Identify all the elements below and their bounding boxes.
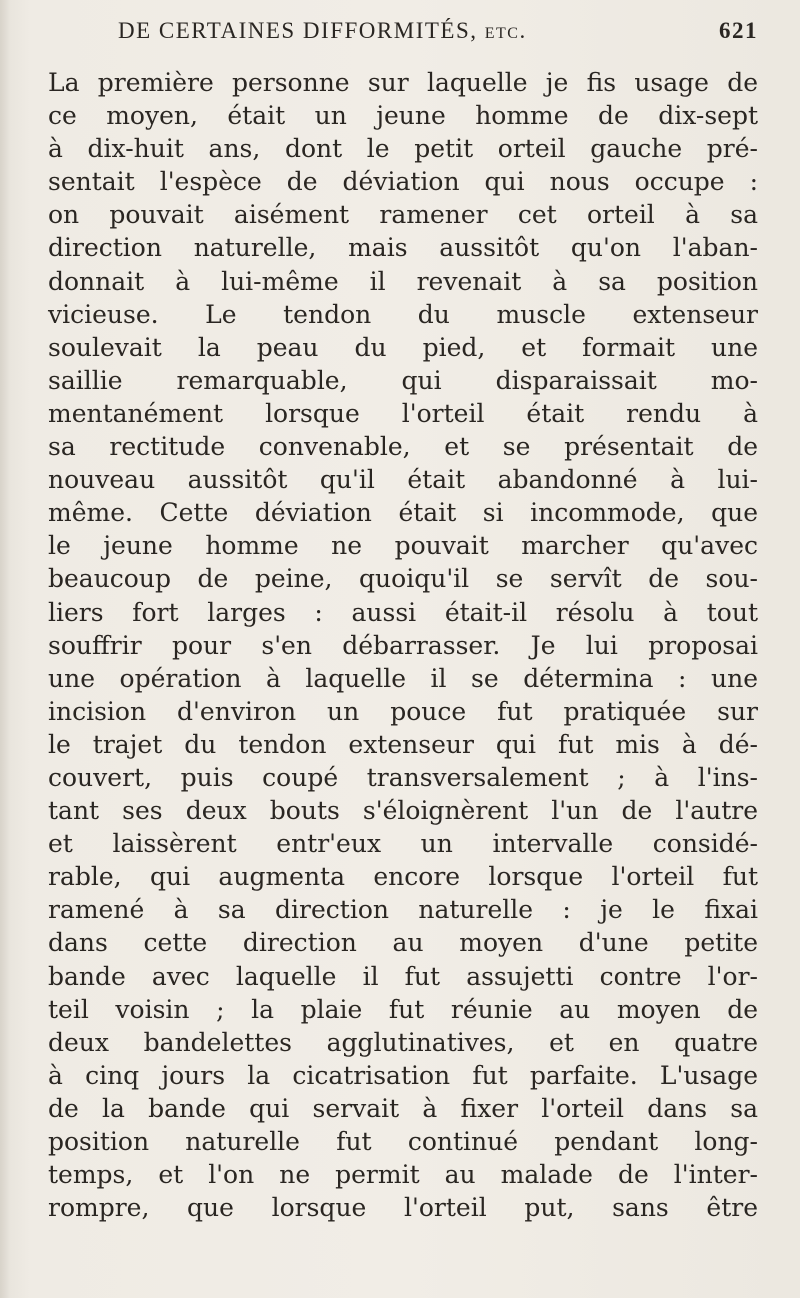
text-line: souffrir pour s'en débarrasser. Je lui proposai [48, 630, 758, 660]
body-paragraph [48, 66, 758, 1224]
text-line: rompre, que lorsque l'orteil put, sans être [48, 1193, 758, 1223]
text-line: le trajet du tendon extenseur qui fut mis à dé- [48, 729, 758, 759]
text-line: liers fort larges : aussi était-il résolu à tout [48, 597, 758, 627]
text-line: sa rectitude convenable, et se présentait de [48, 432, 758, 462]
text-line: saillie remarquable, qui disparaissait mo- [48, 365, 758, 395]
text-line: à cinq jours la cicatrisation fut parfaite. L'usage [48, 1060, 758, 1090]
text-line: donnait à lui-même il revenait à sa position [48, 266, 758, 296]
text-line: beaucoup de peine, quoiqu'il se servît de sou- [48, 564, 758, 594]
text-line: deux bandelettes agglutinatives, et en quatre [48, 1027, 758, 1057]
text-line: rable, qui augmenta encore lorsque l'orteil fut [48, 862, 758, 892]
text-line: même. Cette déviation était si incommode, que [48, 498, 758, 528]
text-line: on pouvait aisément ramener cet orteil à sa [48, 200, 758, 230]
text-line: La première personne sur laquelle je fis usage de [48, 68, 758, 97]
text-line: de la bande qui servait à fixer l'orteil dans sa [48, 1093, 758, 1123]
text-line: incision d'environ un pouce fut pratiquée sur [48, 696, 758, 726]
text-line: et laissèrent entr'eux un intervalle considé- [48, 829, 758, 859]
text-line: une opération à laquelle il se détermina : une [48, 663, 758, 693]
text-line: direction naturelle, mais aussitôt qu'on l'aban- [48, 233, 758, 263]
text-line: tant ses deux bouts s'éloignèrent l'un de l'autre [48, 796, 758, 826]
text-line: ce moyen, était un jeune homme de dix-sept [48, 101, 758, 131]
page-gutter-shadow [0, 0, 10, 1298]
text-line: soulevait la peau du pied, et formait une [48, 332, 758, 362]
text-line: bande avec laquelle il fut assujetti contre l'or- [48, 961, 758, 991]
page-header [118, 18, 758, 58]
text-line: vicieuse. Le tendon du muscle extenseur [48, 299, 758, 329]
text-line: position naturelle fut continué pendant long- [48, 1127, 758, 1156]
text-line: couvert, puis coupé transversalement ; à l'ins- [48, 762, 758, 792]
text-line: à dix-huit ans, dont le petit orteil gauche pré- [48, 134, 758, 164]
text-line: ramené à sa direction naturelle : je le fixai [48, 895, 758, 925]
text-line: temps, et l'on ne permit au malade de l'inter- [48, 1160, 758, 1190]
running-title: DE CERTAINES DIFFORMITÉS, etc. [118, 18, 527, 43]
page-number: 621 [719, 18, 758, 43]
text-line: teil voisin ; la plaie fut réunie au moyen de [48, 994, 758, 1024]
text-line: mentanément lorsque l'orteil était rendu à [48, 398, 758, 428]
text-line: dans cette direction au moyen d'une petite [48, 928, 758, 958]
text-line: nouveau aussitôt qu'il était abandonné à lui- [48, 465, 758, 495]
text-line: sentait l'espèce de déviation qui nous occupe : [48, 167, 758, 197]
text-line: le jeune homme ne pouvait marcher qu'avec [48, 531, 758, 561]
